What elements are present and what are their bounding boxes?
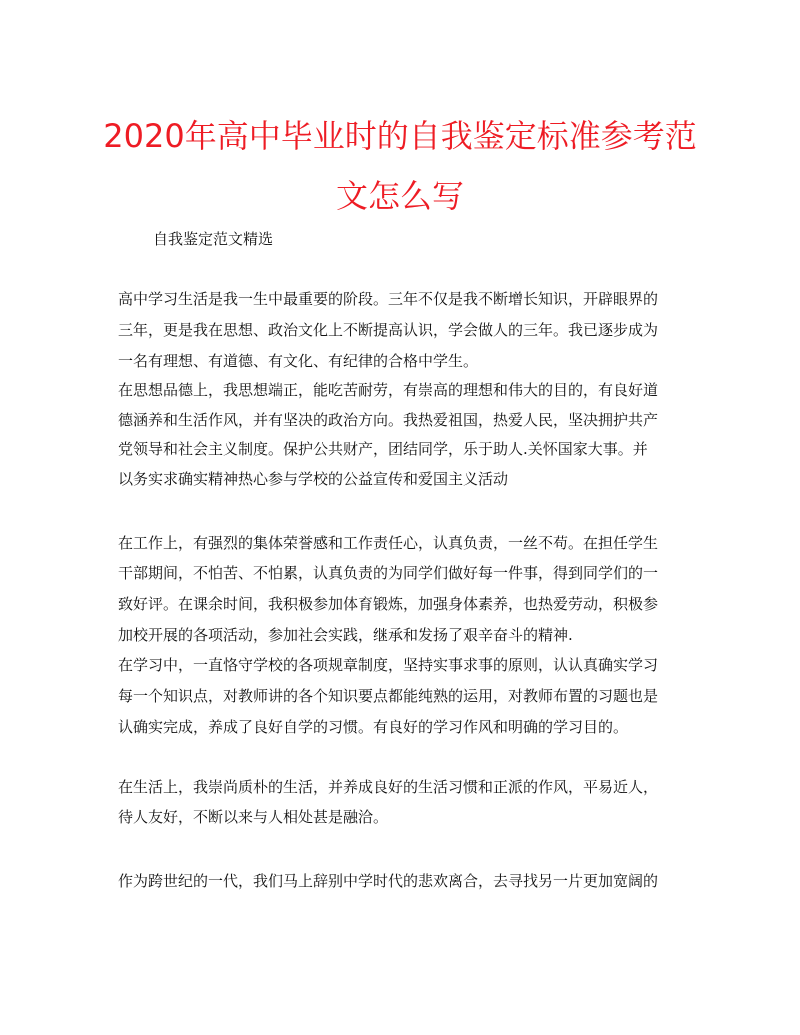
body-line: 加校开展的各项活动，参加社会实践，继承和发扬了艰辛奋斗的精神. [118,626,573,644]
body-line: 以务实求确实精神热心参与学校的公益宣传和爱国主义活动 [118,470,509,488]
document-subtitle: 自我鉴定范文精选 [153,230,274,248]
body-line: 在学习中，一直恪守学校的各项规章制度，坚持实事求事的原则，认认真确实学习 [118,656,659,674]
body-line: 三年，更是我在思想、政治文化上不断提高认识，学会做人的三年。我已逐步成为 [118,321,659,339]
body-line: 在生活上，我崇尚质朴的生活，并养成良好的生活习惯和正派的作风，平易近人， [118,778,659,796]
body-line: 在思想品德上，我思想端正，能吃苦耐劳，有崇高的理想和伟大的目的，有良好道 [118,381,659,399]
body-line: 德涵养和生活作风，并有坚决的政治方向。我热爱祖国，热爱人民，坚决拥护共产 [118,411,659,429]
body-line: 干部期间，不怕苦、不怕累，认真负责的为同学们做好每一件事，得到同学们的一 [118,564,659,582]
body-line: 在工作上，有强烈的集体荣誉感和工作责任心，认真负责，一丝不苟。在担任学生 [118,534,659,552]
body-line: 每一个知识点，对教师讲的各个知识要点都能纯熟的运用，对教师布置的习题也是 [118,687,659,705]
body-line: 认确实完成，养成了良好自学的习惯。有良好的学习作风和明确的学习目的。 [118,718,629,736]
document-title-line-2: 文怎么写 [335,177,464,215]
body-line: 作为跨世纪的一代，我们马上辞别中学时代的悲欢离合，去寻找另一片更加宽阔的 [118,872,659,890]
document-title-line-1: 2020年高中毕业时的自我鉴定标准参考范 [103,117,697,155]
body-line: 待人友好，不断以来与人相处甚是融洽。 [118,808,389,826]
body-line: 高中学习生活是我一生中最重要的阶段。三年不仅是我不断增长知识，开辟眼界的 [118,290,659,308]
body-line: 党领导和社会主义制度。保护公共财产，团结同学，乐于助人.关怀国家大事。并 [118,440,648,458]
body-line: 一名有理想、有道德、有文化、有纪律的合格中学生。 [118,352,479,370]
body-line: 致好评。在课余时间，我积极参加体育锻炼，加强身体素养，也热爱劳动，积极参 [118,595,659,613]
